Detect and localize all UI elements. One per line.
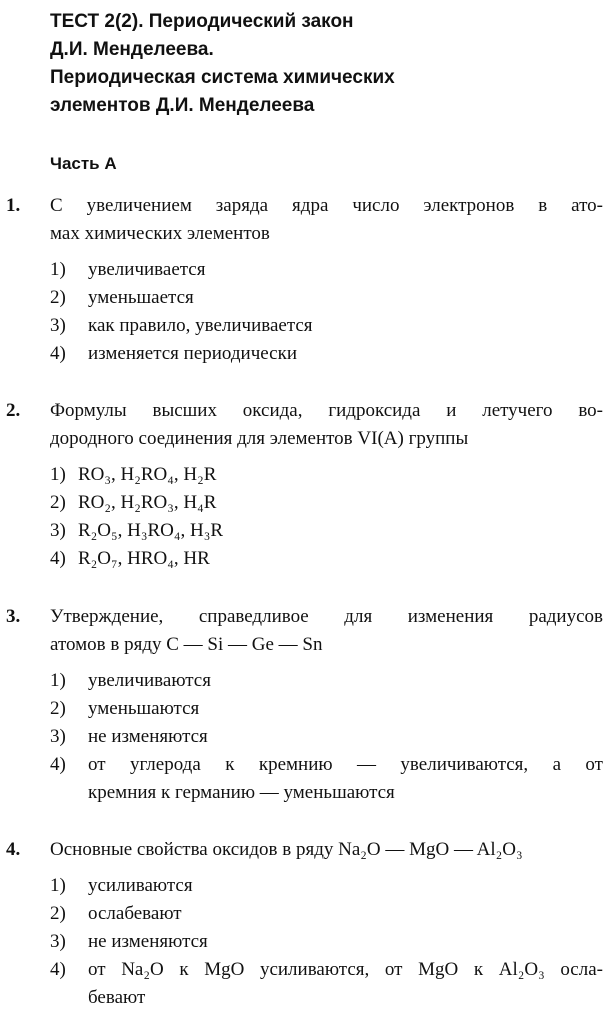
option-number: 1) <box>50 464 66 485</box>
option-text: RO₃, H₂RO₄, H₂R <box>78 464 217 485</box>
question-text-line: С увеличением заряда ядра число электронов в ато- <box>50 195 603 216</box>
question-text <box>50 603 603 659</box>
option <box>50 489 603 517</box>
option-number: 4) <box>50 959 66 980</box>
option-text-line: кремния к германию — уменьшаются <box>88 782 395 803</box>
option-text: усиливаются <box>88 875 193 896</box>
option <box>50 928 603 956</box>
option-number: 3) <box>50 315 66 336</box>
option-number: 1) <box>50 670 66 691</box>
option-text-line: бевают <box>88 987 146 1008</box>
option-text: как правило, увеличивается <box>88 315 313 336</box>
option-text: не изменяются <box>88 931 208 952</box>
title-line-3: Периодическая система химических <box>50 67 395 88</box>
option <box>50 900 603 928</box>
option <box>50 751 603 807</box>
question-text <box>50 836 603 864</box>
question-text-line: дородного соединения для элементов VI(A) группы <box>50 428 469 449</box>
option <box>50 312 603 340</box>
question-text-line: мах химических элементов <box>50 223 270 244</box>
option-text: уменьшается <box>88 287 194 308</box>
question-text-line: Основные свойства оксидов в ряду Na₂O — MgO — Al₂O₃ <box>50 839 523 860</box>
option <box>50 956 603 1012</box>
option <box>50 517 603 545</box>
option <box>50 256 603 284</box>
option-number: 1) <box>50 259 66 280</box>
option <box>50 667 603 695</box>
option-text: увеличиваются <box>88 670 211 691</box>
option-text <box>88 956 603 1012</box>
option-text <box>88 751 603 807</box>
title-line-4: элементов Д.И. Менделеева <box>50 95 315 116</box>
option-number: 2) <box>50 287 66 308</box>
question-text <box>50 192 603 248</box>
option-number: 2) <box>50 698 66 719</box>
question-text-line: Утверждение, справедливое для изменения радиусов <box>50 606 603 627</box>
option-number: 4) <box>50 343 66 364</box>
option <box>50 545 603 573</box>
question-text-line: Формулы высших оксида, гидроксида и летучего во- <box>50 400 603 421</box>
section-heading: Часть А <box>50 154 117 173</box>
option-text: уменьшаются <box>88 698 200 719</box>
question-text-line: атомов в ряду C — Si — Ge — Sn <box>50 634 323 655</box>
question-number: 1. <box>6 195 21 216</box>
option <box>50 695 603 723</box>
option-number: 2) <box>50 492 66 513</box>
option-number: 4) <box>50 548 66 569</box>
options-list <box>50 872 603 1012</box>
option-text: увеличивается <box>88 259 206 280</box>
option <box>50 461 603 489</box>
option-text: R₂O₅, H₃RO₄, H₃R <box>78 520 224 541</box>
option-number: 3) <box>50 726 66 747</box>
option-text: R₂O₇, HRO₄, HR <box>78 548 210 569</box>
option-text: RO₂, H₂RO₃, H₄R <box>78 492 217 513</box>
option-text: не изменяются <box>88 726 208 747</box>
page-title <box>50 8 590 120</box>
option <box>50 723 603 751</box>
question-number: 2. <box>6 400 21 421</box>
option <box>50 872 603 900</box>
title-line-1: ТЕСТ 2(2). Периодический закон <box>50 11 354 32</box>
options-list <box>50 667 603 807</box>
option-text-line: от Na₂O к MgO усиливаются, от MgO к Al₂O₃ осла- <box>88 959 603 980</box>
option-number: 4) <box>50 754 66 775</box>
option-text: изменяется периодически <box>88 343 298 364</box>
options-list <box>50 256 603 368</box>
option <box>50 284 603 312</box>
question-text <box>50 397 603 453</box>
option-text: ослабевают <box>88 903 182 924</box>
option-number: 3) <box>50 931 66 952</box>
option-number: 3) <box>50 520 66 541</box>
option <box>50 340 603 368</box>
title-line-2: Д.И. Менделеева. <box>50 39 214 60</box>
options-list <box>50 461 603 573</box>
question-number: 3. <box>6 606 21 627</box>
question-number: 4. <box>6 839 21 860</box>
option-text-line: от углерода к кремнию — увеличиваются, а от <box>88 754 603 775</box>
option-number: 1) <box>50 875 66 896</box>
option-number: 2) <box>50 903 66 924</box>
